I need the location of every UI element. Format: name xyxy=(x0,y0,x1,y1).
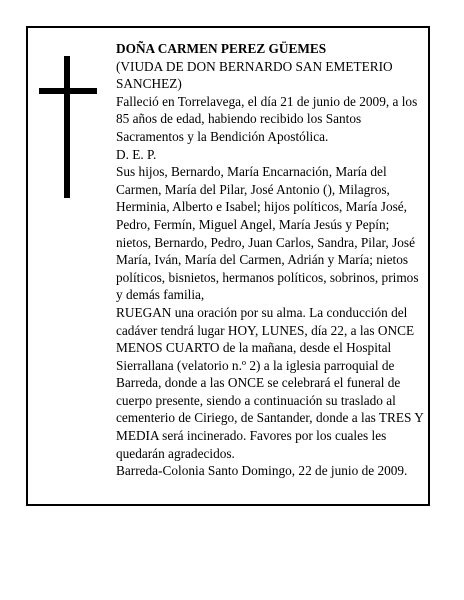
obituary-text xyxy=(116,40,424,480)
family-paragraph: Sus hijos, Bernardo, María Encarnación, María del Carmen, María del Pilar, José Antonio (), Milagros, Herminia, Alberto e Isabel; hijos políticos, María José, Pedro, Fermín, Miguel Angel, María Jesús y Pepín; nietos, Bernardo, Pedro, Juan Carlos, Sandra, Pilar, José María, Iván, María del Carmen, Adrián y María; nietos políticos, bisnietos, hermanos políticos, sobrinos, primos y demás familia, xyxy=(116,164,419,303)
widow-line: (VIUDA DE DON BERNARDO SAN EMETERIO SANCHEZ) xyxy=(116,58,393,92)
death-statement: Falleció en Torrelavega, el día 21 de junio de 2009, a los 85 años de edad, habiendo recibido los Santos Sacramentos y la Bendición Apostólica. xyxy=(116,93,418,144)
deceased-name: DOÑA CARMEN PEREZ GÜEMES xyxy=(116,41,327,56)
cross-horizontal-bar xyxy=(39,88,97,94)
place-date-line: Barreda-Colonia Santo Domingo, 22 de junio de 2009. xyxy=(116,463,408,479)
rip-line: D. E. P. xyxy=(116,146,157,162)
request-paragraph: RUEGAN una oración por su alma. La conducción del cadáver tendrá lugar HOY, LUNES, día 22, a las ONCE MENOS CUARTO de la mañana, desde el Hospital Sierrallana (velatorio n.º 2) a la iglesia parroquial de Barreda, donde a las ONCE se celebrará el funeral de cuerpo presente, siendo a continuación su traslado al cementerio de Ciriego, de Santander, donde a las TRES Y MEDIA será incinerado. Favores por los cuales les quedarán agradecidos. xyxy=(116,304,424,461)
latin-cross-icon xyxy=(39,56,97,198)
cross-vertical-bar xyxy=(64,56,70,198)
obituary-notice xyxy=(26,26,430,506)
